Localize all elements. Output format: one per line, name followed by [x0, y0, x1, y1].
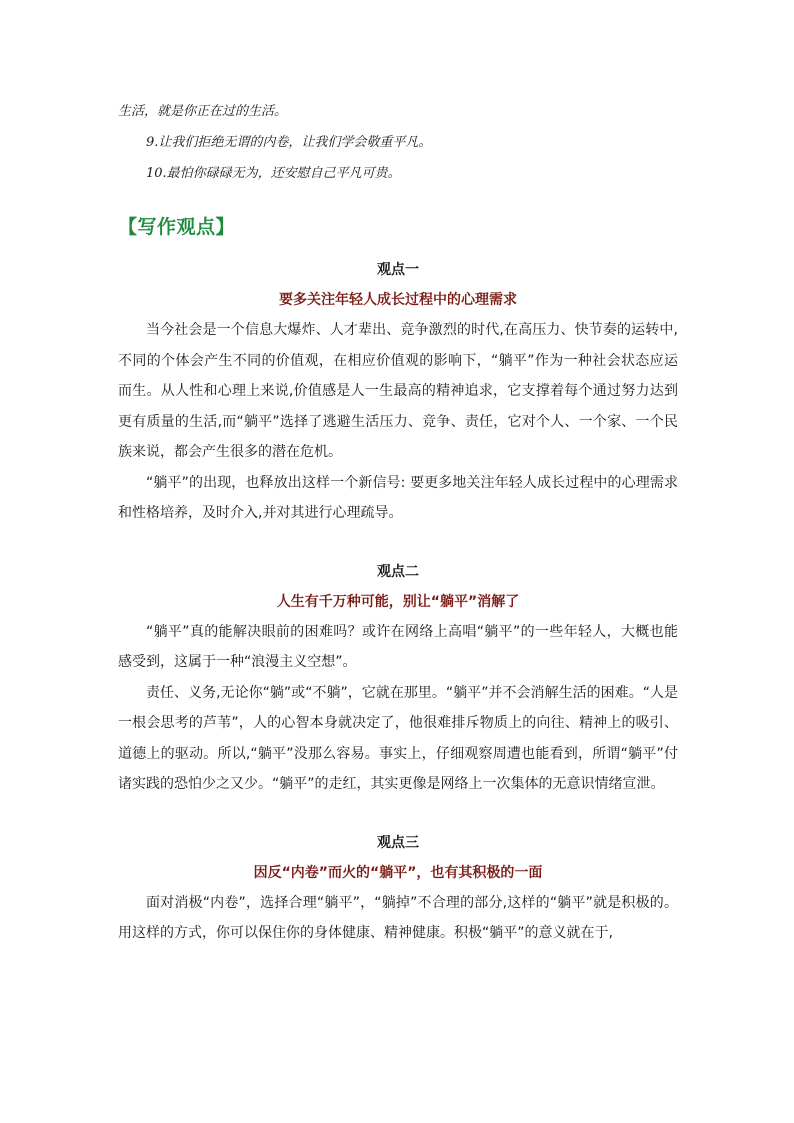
- section-heading: 【写作观点】: [118, 216, 236, 238]
- viewpoint-3: [118, 828, 678, 949]
- quote-line-2: 9.让我们拒绝无谓的内卷，让我们学会敬重平凡。: [146, 135, 432, 150]
- viewpoint-paragraph: 面对消极“内卷”，选择合理“躺平”，“躺掉”不合理的部分,这样的“躺平”就是积极的。用这样的方式，你可以保住你的身体健康、精神健康。积极“躺平”的意义就在于,: [118, 894, 678, 941]
- viewpoint-paragraph: 当今社会是一个信息大爆炸、人才辈出、竞争激烈的时代,在高压力、快节奏的运转中,不同的个体会产生不同的价值观，在相应价值观的影响下，“躺平”作为一种社会状态应运而生。从人性和心理上来说,价值感是人一生最高的精神追求，它支撑着每个通过努力达到更有质量的生活,而“躺平”选择了逃避生活压力、竞争、责任，它对个人、一个家、一个民族来说，都会产生很多的潜在危机。: [118, 322, 678, 460]
- viewpoint-number: 观点二: [377, 563, 419, 580]
- viewpoint-2: [118, 557, 678, 800]
- page-content: [118, 96, 678, 949]
- viewpoint-paragraph: “躺平”的出现，也释放出这样一个新信号: 要更多地关注年轻人成长过程中的心理需求和性格培养，及时介入,并对其进行心理疏导。: [118, 474, 678, 521]
- viewpoint-title: 因反“内卷”而火的“躺平”，也有其积极的一面: [253, 864, 543, 881]
- viewpoint-title: 人生有千万种可能，别让“躺平”消解了: [276, 593, 520, 610]
- viewpoint-title: 要多关注年轻人成长过程中的心理需求: [279, 292, 517, 308]
- quote-line-1: 生活，就是你正在过的生活。: [118, 104, 288, 119]
- quote-line-3: 10.最怕你碌碌无为，还安慰自己平凡可贵。: [146, 166, 401, 181]
- viewpoint-number: 观点一: [377, 262, 419, 278]
- viewpoint-paragraph: 责任、义务,无论你“躺”或“不躺”，它就在那里。“躺平”并不会消解生活的困难。“人是一根会思考的芦苇”，人的心智本身就决定了，他很难排斥物质上的向往、精神上的吸引、道德上的驱动。所以,“躺平”没那么容易。事实上，仔细观察周遭也能看到，所谓“躺平”付诸实践的恐怕少之又少。“躺平”的走红，其实更像是网络上一次集体的无意识情绪宣泄。: [118, 684, 678, 792]
- viewpoint-paragraph: “躺平”真的能解决眼前的困难吗？或许在网络上高唱“躺平”的一些年轻人，大概也能感受到，这属于一种“浪漫主义空想”。: [118, 623, 678, 670]
- viewpoint-1: [118, 255, 678, 529]
- viewpoint-number: 观点三: [377, 834, 419, 851]
